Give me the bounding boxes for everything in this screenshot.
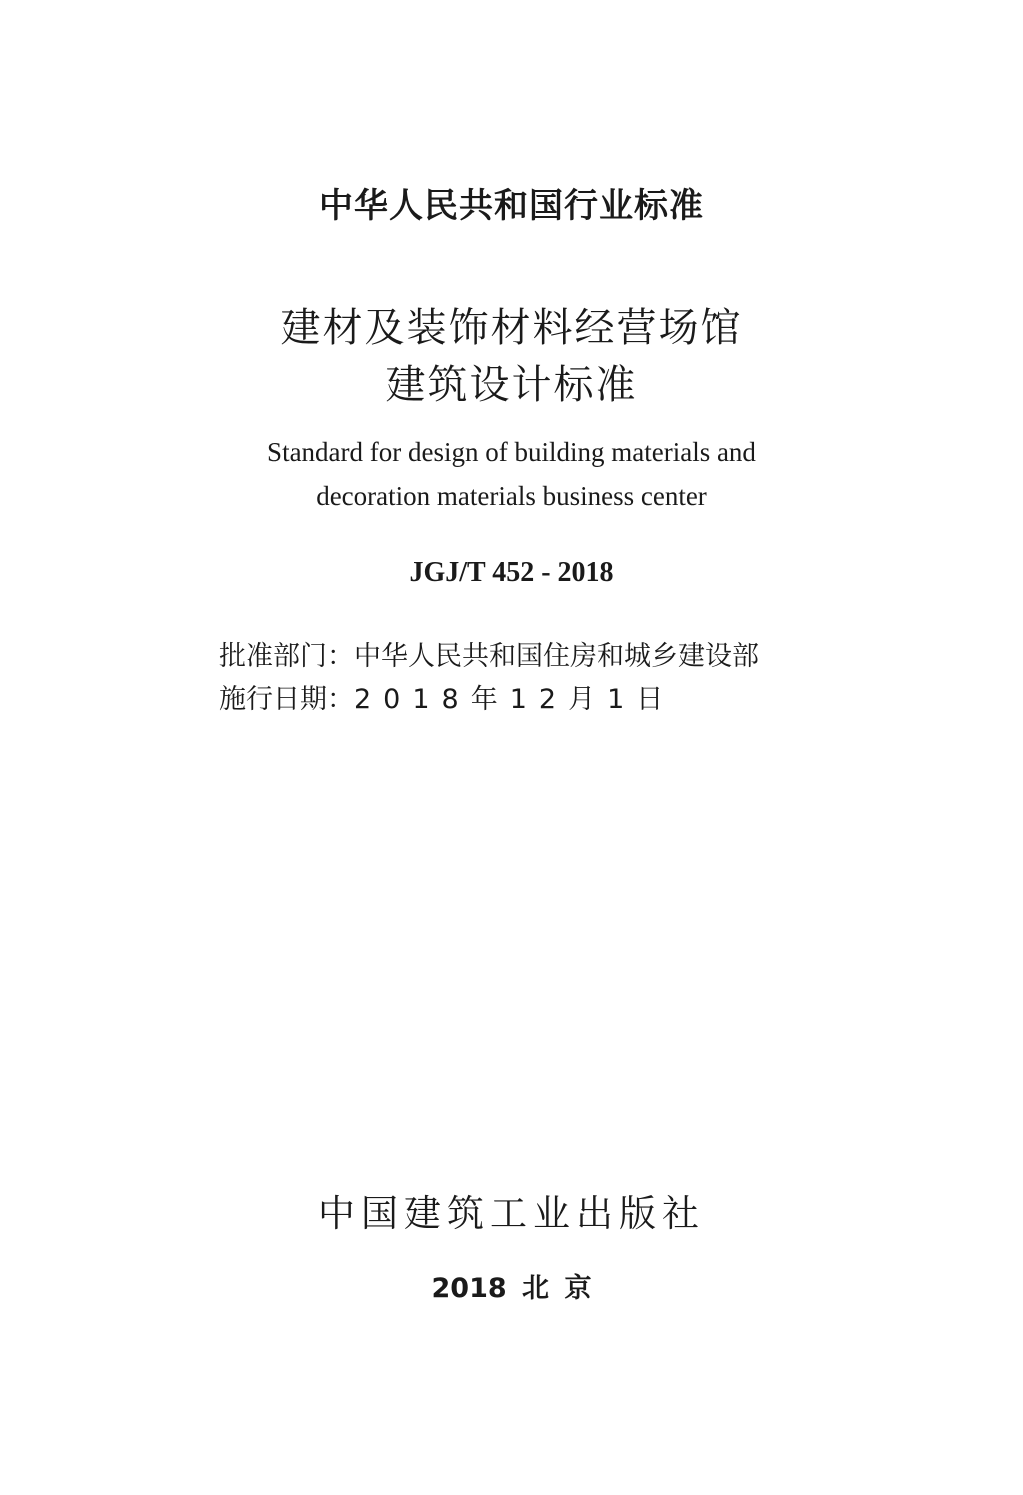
title-en-line-2: decoration materials business center <box>316 481 707 511</box>
publish-year-place: 2018 北 京 <box>431 1273 592 1304</box>
approval-value: 中华人民共和国住房和城乡建设部 <box>354 641 759 672</box>
title-zh-line-1: 建材及装饰材料经营场馆 <box>280 305 743 351</box>
effective-date-row <box>219 677 675 716</box>
title-en-line-1: Standard for design of building materials and <box>267 437 756 467</box>
title-zh-line-2: 建筑设计标准 <box>385 362 638 408</box>
effective-value: 2018年12月1日 <box>354 684 676 715</box>
standard-code: JGJ/T 452 - 2018 <box>409 557 614 588</box>
standard-category: 中华人民共和国行业标准 <box>319 186 704 226</box>
effective-label: 施行日期： <box>219 684 354 715</box>
publisher-name: 中国建筑工业出版社 <box>318 1192 705 1235</box>
approval-label: 批准部门： <box>219 641 354 672</box>
approval-row <box>219 634 759 673</box>
